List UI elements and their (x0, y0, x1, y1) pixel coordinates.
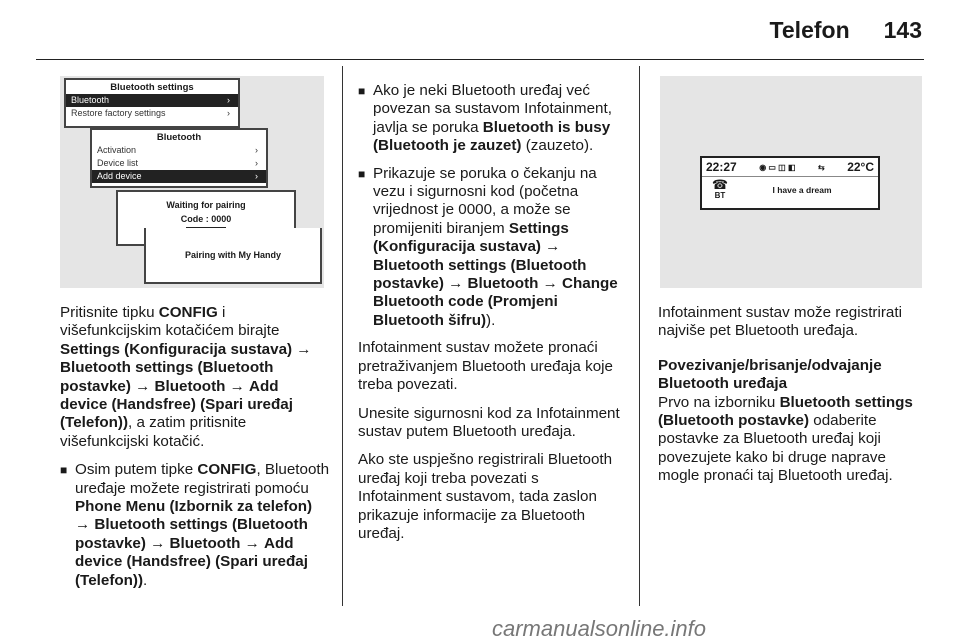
column-divider-2 (639, 66, 640, 606)
chevron-right-icon: › (255, 158, 258, 168)
watermark: carmanualsonline.info (492, 616, 707, 641)
chevron-right-icon: › (227, 95, 230, 105)
paragraph: Pritisnite tipku CONFIG i višefunkcijskim kotačićem birajte Settings (Konfiguracija sustava) → Bluetooth settings (Bluetooth postavke) → Bluetooth → Add device (Handsfree) (Spari uređaj (Telefon)), a zatim pritisnite višefunkcijski kotačić. (60, 304, 312, 450)
paragraph: Infotainment sustav možete pronaći pretraživanjem Bluetooth uređaja koje treba povezati. (358, 339, 613, 394)
page-number: 143 (883, 17, 922, 43)
screen-bluetooth-settings (64, 78, 240, 128)
header-rule (36, 59, 924, 60)
code-text: Code : 0000 (180, 214, 232, 224)
source-label: BT (714, 191, 726, 200)
column-divider-1 (342, 66, 343, 606)
status-icons: ◉ ▭ ◫ ◧ (759, 162, 796, 172)
screen-pairing (144, 228, 322, 284)
pairing-text: Pairing with My Handy (184, 250, 281, 260)
page-header (770, 17, 922, 47)
menu-item: Activation › (97, 145, 258, 155)
column-3 (658, 304, 924, 496)
figure-bluetooth-menus (60, 76, 324, 288)
paragraph: Unesite sigurnosni kod za Infotainment sustav putem Bluetooth uređaja. (358, 404, 620, 440)
paragraph: Prvo na izborniku Bluetooth settings (Bluetooth postavke) odaberite postavke za Bluetooth uređaj koji povezujete kako bi druge naprave mogle pronaći taj Bluetooth uređaj. (658, 393, 913, 485)
menu-item: Bluetooth › (66, 94, 238, 107)
menu-item: Restore factory settings › (71, 108, 230, 118)
figure-display (660, 76, 922, 288)
column-1 (60, 304, 330, 599)
bluetooth-icon: ⇆ (818, 162, 825, 172)
bullet-item: ■ Osim putem tipke CONFIG, Bluetooth uređaje možete registrirati pomoću Phone Menu (Izbornik za telefon) → Bluetooth settings (Bluetooth postavke) → Bluetooth → Add device (Handsfree) (Spari uređaj (Telefon)). (60, 461, 330, 590)
chevron-right-icon: › (255, 145, 258, 155)
phone-icon: ☎ (711, 177, 729, 192)
paragraph: Infotainment sustav može registrirati najviše pet Bluetooth uređaja. (658, 304, 902, 340)
screen-bluetooth (90, 128, 268, 188)
screen-title: Bluetooth settings (110, 82, 194, 93)
paragraph: Ako ste uspješno registrirali Bluetooth uređaj koji treba povezati s Infotainment sustavom, tada zaslon prikazuje informacije za Bluetooth uređaj. (358, 451, 613, 542)
chevron-right-icon: › (255, 171, 258, 181)
chevron-right-icon: › (227, 108, 230, 118)
infotainment-display (700, 156, 880, 210)
waiting-text: Waiting for pairing (166, 200, 246, 210)
song-title: I have a dream (772, 184, 832, 195)
menu-item: Device list › (97, 158, 258, 168)
clock-text: 22:27 (706, 160, 737, 174)
menu-item: Add device › (92, 170, 266, 183)
section-heading: Povezivanje/brisanje/odvajanje Bluetooth uređaja (658, 356, 882, 393)
column-2 (358, 82, 626, 553)
screen-title: Bluetooth (156, 132, 202, 143)
page-title: Telefon (769, 17, 850, 43)
temperature-text: 22°C (847, 160, 874, 174)
bullet-item: ■ Ako je neki Bluetooth uređaj već povezan sa sustavom Infotainment, javlja se poruka Bluetooth is busy (Bluetooth je zauzet) (zauzeto). (358, 82, 626, 156)
bullet-item: ■ Prikazuje se poruka o čekanju na vezu i sigurnosni kod (početna vrijednost je 0000, a može se promijeniti biranjem Settings (Konfiguracija sustava) → Bluetooth settings (Bluetooth postavke) → Bluetooth → Change Bluetooth code (Promjeni Bluetooth šifru)). (358, 165, 626, 331)
